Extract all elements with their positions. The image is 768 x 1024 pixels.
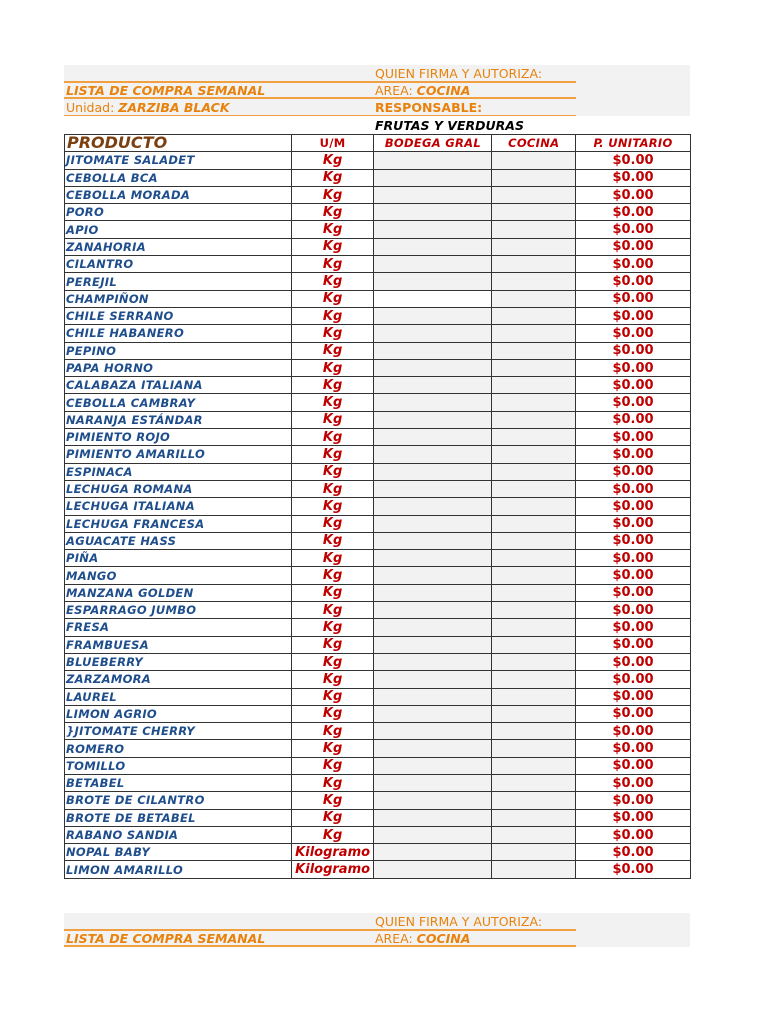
unit-price-cell: $0.00 — [576, 429, 691, 446]
product-name-cell: PEREJIL — [65, 273, 292, 290]
unit-price-cell: $0.00 — [576, 256, 691, 273]
table-row — [65, 359, 691, 376]
table-row — [65, 705, 691, 722]
divider-line — [64, 81, 576, 83]
bodega-quantity-cell[interactable] — [374, 342, 492, 359]
cocina-quantity-cell[interactable] — [492, 429, 576, 446]
unit-price-cell: $0.00 — [576, 290, 691, 307]
table-row — [65, 653, 691, 670]
cocina-quantity-cell[interactable] — [492, 550, 576, 567]
bodega-quantity-cell[interactable] — [374, 584, 492, 601]
cocina-quantity-cell[interactable] — [492, 307, 576, 324]
unit-cell: Kg — [291, 636, 374, 653]
table-row — [65, 636, 691, 653]
unit-cell: Kg — [291, 602, 374, 619]
unit-cell: Kg — [291, 152, 374, 169]
product-name-cell: LECHUGA ROMANA — [65, 480, 292, 497]
cocina-quantity-cell[interactable] — [492, 740, 576, 757]
bodega-quantity-cell[interactable] — [374, 463, 492, 480]
unit-cell: Kg — [291, 290, 374, 307]
area-value: COCINA — [416, 931, 471, 946]
bodega-quantity-cell[interactable] — [374, 602, 492, 619]
unit-cell: Kg — [291, 342, 374, 359]
cocina-quantity-cell[interactable] — [492, 256, 576, 273]
unit-price-cell: $0.00 — [576, 377, 691, 394]
unit-price-cell: $0.00 — [576, 498, 691, 515]
product-name-cell: ZARZAMORA — [65, 671, 292, 688]
unit-cell: Kg — [291, 446, 374, 463]
lista-title: LISTA DE COMPRA SEMANAL — [66, 83, 266, 98]
bodega-quantity-cell[interactable] — [374, 861, 492, 878]
unit-cell: Kg — [291, 463, 374, 480]
product-name-cell: }JITOMATE CHERRY — [65, 723, 292, 740]
product-name-cell: ZANAHORIA — [65, 238, 292, 255]
unit-cell: Kg — [291, 550, 374, 567]
unit-cell: Kg — [291, 757, 374, 774]
unit-price-cell: $0.00 — [576, 515, 691, 532]
column-header-precio: P. UNITARIO — [576, 135, 691, 152]
unit-cell: Kg — [291, 377, 374, 394]
header-row-signature — [64, 65, 690, 82]
table-row — [65, 204, 691, 221]
table-row — [65, 809, 691, 826]
unidad-field — [66, 99, 230, 116]
table-row — [65, 757, 691, 774]
cocina-quantity-cell[interactable] — [492, 844, 576, 861]
footer-row-signature — [64, 913, 690, 930]
table-row — [65, 186, 691, 203]
bodega-quantity-cell[interactable] — [374, 688, 492, 705]
cocina-quantity-cell[interactable] — [492, 671, 576, 688]
unit-cell: Kg — [291, 515, 374, 532]
cocina-quantity-cell[interactable] — [492, 757, 576, 774]
header-row-unit — [64, 99, 690, 116]
product-name-cell: BROTE DE CILANTRO — [65, 792, 292, 809]
cocina-quantity-cell[interactable] — [492, 394, 576, 411]
unit-cell: Kg — [291, 394, 374, 411]
unit-cell: Kg — [291, 186, 374, 203]
table-row — [65, 671, 691, 688]
unit-price-cell: $0.00 — [576, 723, 691, 740]
unit-price-cell: $0.00 — [576, 169, 691, 186]
cocina-quantity-cell[interactable] — [492, 290, 576, 307]
bodega-quantity-cell[interactable] — [374, 307, 492, 324]
bodega-quantity-cell[interactable] — [374, 705, 492, 722]
table-row — [65, 221, 691, 238]
cocina-quantity-cell[interactable] — [492, 723, 576, 740]
cocina-quantity-cell[interactable] — [492, 342, 576, 359]
product-name-cell: FRAMBUESA — [65, 636, 292, 653]
table-row — [65, 688, 691, 705]
product-name-cell: NARANJA ESTÁNDAR — [65, 411, 292, 428]
area-label: AREA: — [375, 83, 417, 98]
unit-cell: Kg — [291, 498, 374, 515]
bodega-quantity-cell[interactable] — [374, 169, 492, 186]
cocina-quantity-cell[interactable] — [492, 463, 576, 480]
cocina-quantity-cell[interactable] — [492, 809, 576, 826]
product-name-cell: NOPAL BABY — [65, 844, 292, 861]
unit-cell: Kg — [291, 653, 374, 670]
unit-cell: Kilogramo — [291, 844, 374, 861]
cocina-quantity-cell[interactable] — [492, 688, 576, 705]
unit-cell: Kg — [291, 740, 374, 757]
bodega-quantity-cell[interactable] — [374, 359, 492, 376]
table-row — [65, 429, 691, 446]
bodega-quantity-cell[interactable] — [374, 273, 492, 290]
product-name-cell: JITOMATE SALADET — [65, 152, 292, 169]
divider-line — [64, 929, 576, 931]
product-name-cell: PAPA HORNO — [65, 359, 292, 376]
cocina-quantity-cell[interactable] — [492, 826, 576, 843]
unit-price-cell: $0.00 — [576, 671, 691, 688]
bodega-quantity-cell[interactable] — [374, 256, 492, 273]
bodega-quantity-cell[interactable] — [374, 377, 492, 394]
product-name-cell: BROTE DE BETABEL — [65, 809, 292, 826]
unit-cell: Kg — [291, 826, 374, 843]
table-row — [65, 861, 691, 878]
unit-cell: Kg — [291, 411, 374, 428]
table-row — [65, 463, 691, 480]
table-row — [65, 377, 691, 394]
unit-price-cell: $0.00 — [576, 204, 691, 221]
cocina-quantity-cell[interactable] — [492, 532, 576, 549]
unit-cell: Kg — [291, 307, 374, 324]
table-row — [65, 169, 691, 186]
table-row — [65, 550, 691, 567]
bodega-quantity-cell[interactable] — [374, 186, 492, 203]
unit-price-cell: $0.00 — [576, 757, 691, 774]
cocina-quantity-cell[interactable] — [492, 861, 576, 878]
table-row — [65, 152, 691, 169]
cocina-quantity-cell[interactable] — [492, 792, 576, 809]
unit-price-cell: $0.00 — [576, 532, 691, 549]
bodega-quantity-cell[interactable] — [374, 532, 492, 549]
bodega-quantity-cell[interactable] — [374, 844, 492, 861]
bodega-quantity-cell[interactable] — [374, 429, 492, 446]
unit-price-cell: $0.00 — [576, 602, 691, 619]
unit-price-cell: $0.00 — [576, 446, 691, 463]
unit-cell: Kg — [291, 359, 374, 376]
lista-title: LISTA DE COMPRA SEMANAL — [66, 931, 266, 946]
product-name-cell: FRESA — [65, 619, 292, 636]
bodega-quantity-cell[interactable] — [374, 671, 492, 688]
table-row — [65, 602, 691, 619]
product-name-cell: CHILE SERRANO — [65, 307, 292, 324]
unit-cell: Kg — [291, 584, 374, 601]
divider-line — [64, 945, 576, 947]
product-name-cell: LIMON AGRIO — [65, 705, 292, 722]
cocina-quantity-cell[interactable] — [492, 359, 576, 376]
section-title: FRUTAS Y VERDURAS — [375, 118, 524, 133]
unit-cell: Kg — [291, 238, 374, 255]
product-name-cell: RABANO SANDIA — [65, 826, 292, 843]
unit-price-cell: $0.00 — [576, 480, 691, 497]
product-name-cell: PIMIENTO AMARILLO — [65, 446, 292, 463]
bodega-quantity-cell[interactable] — [374, 740, 492, 757]
unit-cell: Kg — [291, 774, 374, 791]
product-name-cell: PIMIENTO ROJO — [65, 429, 292, 446]
unit-price-cell: $0.00 — [576, 307, 691, 324]
unit-price-cell: $0.00 — [576, 653, 691, 670]
product-name-cell: ROMERO — [65, 740, 292, 757]
unit-cell: Kilogramo — [291, 861, 374, 878]
product-name-cell: LIMON AMARILLO — [65, 861, 292, 878]
product-name-cell: PEPINO — [65, 342, 292, 359]
bodega-quantity-cell[interactable] — [374, 792, 492, 809]
table-row — [65, 515, 691, 532]
table-row — [65, 844, 691, 861]
bodega-quantity-cell[interactable] — [374, 619, 492, 636]
product-table — [64, 134, 691, 879]
quien-firma-label: QUIEN FIRMA Y AUTORIZA: — [375, 66, 543, 81]
cocina-quantity-cell[interactable] — [492, 186, 576, 203]
unit-cell: Kg — [291, 619, 374, 636]
product-name-cell: AGUACATE HASS — [65, 532, 292, 549]
table-row — [65, 567, 691, 584]
table-row — [65, 792, 691, 809]
bodega-quantity-cell[interactable] — [374, 515, 492, 532]
cocina-quantity-cell[interactable] — [492, 411, 576, 428]
unit-price-cell: $0.00 — [576, 636, 691, 653]
unit-price-cell: $0.00 — [576, 584, 691, 601]
unit-price-cell: $0.00 — [576, 550, 691, 567]
product-name-cell: PORO — [65, 204, 292, 221]
product-name-cell: PIÑA — [65, 550, 292, 567]
unit-price-cell: $0.00 — [576, 394, 691, 411]
cocina-quantity-cell[interactable] — [492, 636, 576, 653]
unit-cell: Kg — [291, 723, 374, 740]
unit-price-cell: $0.00 — [576, 463, 691, 480]
area-value: COCINA — [416, 83, 471, 98]
cocina-quantity-cell[interactable] — [492, 204, 576, 221]
bodega-quantity-cell[interactable] — [374, 757, 492, 774]
unit-price-cell: $0.00 — [576, 774, 691, 791]
cocina-quantity-cell[interactable] — [492, 325, 576, 342]
unit-price-cell: $0.00 — [576, 221, 691, 238]
responsable-label: RESPONSABLE: — [375, 100, 483, 115]
table-row — [65, 723, 691, 740]
unit-price-cell: $0.00 — [576, 792, 691, 809]
table-row — [65, 238, 691, 255]
cocina-quantity-cell[interactable] — [492, 567, 576, 584]
column-header-cocina: COCINA — [492, 135, 576, 152]
bodega-quantity-cell[interactable] — [374, 809, 492, 826]
table-header-row — [65, 135, 691, 152]
cocina-quantity-cell[interactable] — [492, 584, 576, 601]
bodega-quantity-cell[interactable] — [374, 550, 492, 567]
product-name-cell: MANGO — [65, 567, 292, 584]
cocina-quantity-cell[interactable] — [492, 446, 576, 463]
product-name-cell: LECHUGA FRANCESA — [65, 515, 292, 532]
table-row — [65, 498, 691, 515]
cocina-quantity-cell[interactable] — [492, 619, 576, 636]
product-name-cell: LECHUGA ITALIANA — [65, 498, 292, 515]
unit-cell: Kg — [291, 705, 374, 722]
column-header-bodega: BODEGA GRAL — [374, 135, 492, 152]
product-name-cell: TOMILLO — [65, 757, 292, 774]
column-header-producto: PRODUCTO — [65, 135, 292, 152]
unit-cell: Kg — [291, 273, 374, 290]
bodega-quantity-cell[interactable] — [374, 723, 492, 740]
table-row — [65, 584, 691, 601]
table-row — [65, 394, 691, 411]
bodega-quantity-cell[interactable] — [374, 152, 492, 169]
unidad-value: ZARZIBA BLACK — [118, 100, 230, 115]
unit-price-cell: $0.00 — [576, 740, 691, 757]
unit-price-cell: $0.00 — [576, 567, 691, 584]
unit-cell: Kg — [291, 429, 374, 446]
unit-cell: Kg — [291, 688, 374, 705]
bodega-quantity-cell[interactable] — [374, 411, 492, 428]
bodega-quantity-cell[interactable] — [374, 325, 492, 342]
cocina-quantity-cell[interactable] — [492, 774, 576, 791]
unit-cell: Kg — [291, 221, 374, 238]
cocina-quantity-cell[interactable] — [492, 221, 576, 238]
bodega-quantity-cell[interactable] — [374, 446, 492, 463]
unit-price-cell: $0.00 — [576, 186, 691, 203]
bodega-quantity-cell[interactable] — [374, 480, 492, 497]
table-row — [65, 256, 691, 273]
unit-price-cell: $0.00 — [576, 359, 691, 376]
unit-price-cell: $0.00 — [576, 844, 691, 861]
table-row — [65, 307, 691, 324]
unit-price-cell: $0.00 — [576, 619, 691, 636]
bodega-quantity-cell[interactable] — [374, 204, 492, 221]
cocina-quantity-cell[interactable] — [492, 152, 576, 169]
bodega-quantity-cell[interactable] — [374, 653, 492, 670]
bodega-quantity-cell[interactable] — [374, 290, 492, 307]
unit-cell: Kg — [291, 169, 374, 186]
unit-price-cell: $0.00 — [576, 273, 691, 290]
cocina-quantity-cell[interactable] — [492, 705, 576, 722]
product-name-cell: BLUEBERRY — [65, 653, 292, 670]
cocina-quantity-cell[interactable] — [492, 498, 576, 515]
column-header-um: U/M — [291, 135, 374, 152]
bodega-quantity-cell[interactable] — [374, 394, 492, 411]
unit-price-cell: $0.00 — [576, 342, 691, 359]
divider-line — [64, 115, 576, 116]
product-name-cell: MANZANA GOLDEN — [65, 584, 292, 601]
bodega-quantity-cell[interactable] — [374, 826, 492, 843]
table-row — [65, 342, 691, 359]
unit-price-cell: $0.00 — [576, 861, 691, 878]
product-name-cell: CALABAZA ITALIANA — [65, 377, 292, 394]
product-name-cell: ESPINACA — [65, 463, 292, 480]
cocina-quantity-cell[interactable] — [492, 273, 576, 290]
cocina-quantity-cell[interactable] — [492, 238, 576, 255]
table-row — [65, 480, 691, 497]
table-row — [65, 774, 691, 791]
unit-price-cell: $0.00 — [576, 238, 691, 255]
unit-price-cell: $0.00 — [576, 688, 691, 705]
product-name-cell: BETABEL — [65, 774, 292, 791]
unit-price-cell: $0.00 — [576, 809, 691, 826]
cocina-quantity-cell[interactable] — [492, 169, 576, 186]
table-row — [65, 826, 691, 843]
bodega-quantity-cell[interactable] — [374, 498, 492, 515]
unit-price-cell: $0.00 — [576, 325, 691, 342]
bodega-quantity-cell[interactable] — [374, 238, 492, 255]
quien-firma-label: QUIEN FIRMA Y AUTORIZA: — [375, 914, 543, 929]
product-name-cell: CEBOLLA CAMBRAY — [65, 394, 292, 411]
bodega-quantity-cell[interactable] — [374, 774, 492, 791]
table-row — [65, 446, 691, 463]
table-row — [65, 619, 691, 636]
table-row — [65, 273, 691, 290]
product-name-cell: LAUREL — [65, 688, 292, 705]
unit-price-cell: $0.00 — [576, 826, 691, 843]
cocina-quantity-cell[interactable] — [492, 602, 576, 619]
cocina-quantity-cell[interactable] — [492, 377, 576, 394]
unit-cell: Kg — [291, 204, 374, 221]
product-name-cell: CILANTRO — [65, 256, 292, 273]
unit-price-cell: $0.00 — [576, 411, 691, 428]
unit-price-cell: $0.00 — [576, 152, 691, 169]
bodega-quantity-cell[interactable] — [374, 221, 492, 238]
unit-cell: Kg — [291, 809, 374, 826]
cocina-quantity-cell[interactable] — [492, 653, 576, 670]
unit-cell: Kg — [291, 256, 374, 273]
table-row — [65, 290, 691, 307]
unit-cell: Kg — [291, 671, 374, 688]
unit-cell: Kg — [291, 532, 374, 549]
table-row — [65, 532, 691, 549]
table-row — [65, 411, 691, 428]
unit-cell: Kg — [291, 567, 374, 584]
table-row — [65, 740, 691, 757]
cocina-quantity-cell[interactable] — [492, 480, 576, 497]
product-name-cell: CEBOLLA BCA — [65, 169, 292, 186]
cocina-quantity-cell[interactable] — [492, 515, 576, 532]
product-name-cell: CEBOLLA MORADA — [65, 186, 292, 203]
area-label: AREA: — [375, 931, 417, 946]
unit-cell: Kg — [291, 325, 374, 342]
unit-price-cell: $0.00 — [576, 705, 691, 722]
unit-cell: Kg — [291, 480, 374, 497]
product-name-cell: CHILE HABANERO — [65, 325, 292, 342]
bodega-quantity-cell[interactable] — [374, 636, 492, 653]
unit-cell: Kg — [291, 792, 374, 809]
product-name-cell: CHAMPIÑON — [65, 290, 292, 307]
product-name-cell: APIO — [65, 221, 292, 238]
unidad-label: Unidad: — [66, 100, 119, 115]
product-name-cell: ESPARRAGO JUMBO — [65, 602, 292, 619]
bodega-quantity-cell[interactable] — [374, 567, 492, 584]
table-row — [65, 325, 691, 342]
